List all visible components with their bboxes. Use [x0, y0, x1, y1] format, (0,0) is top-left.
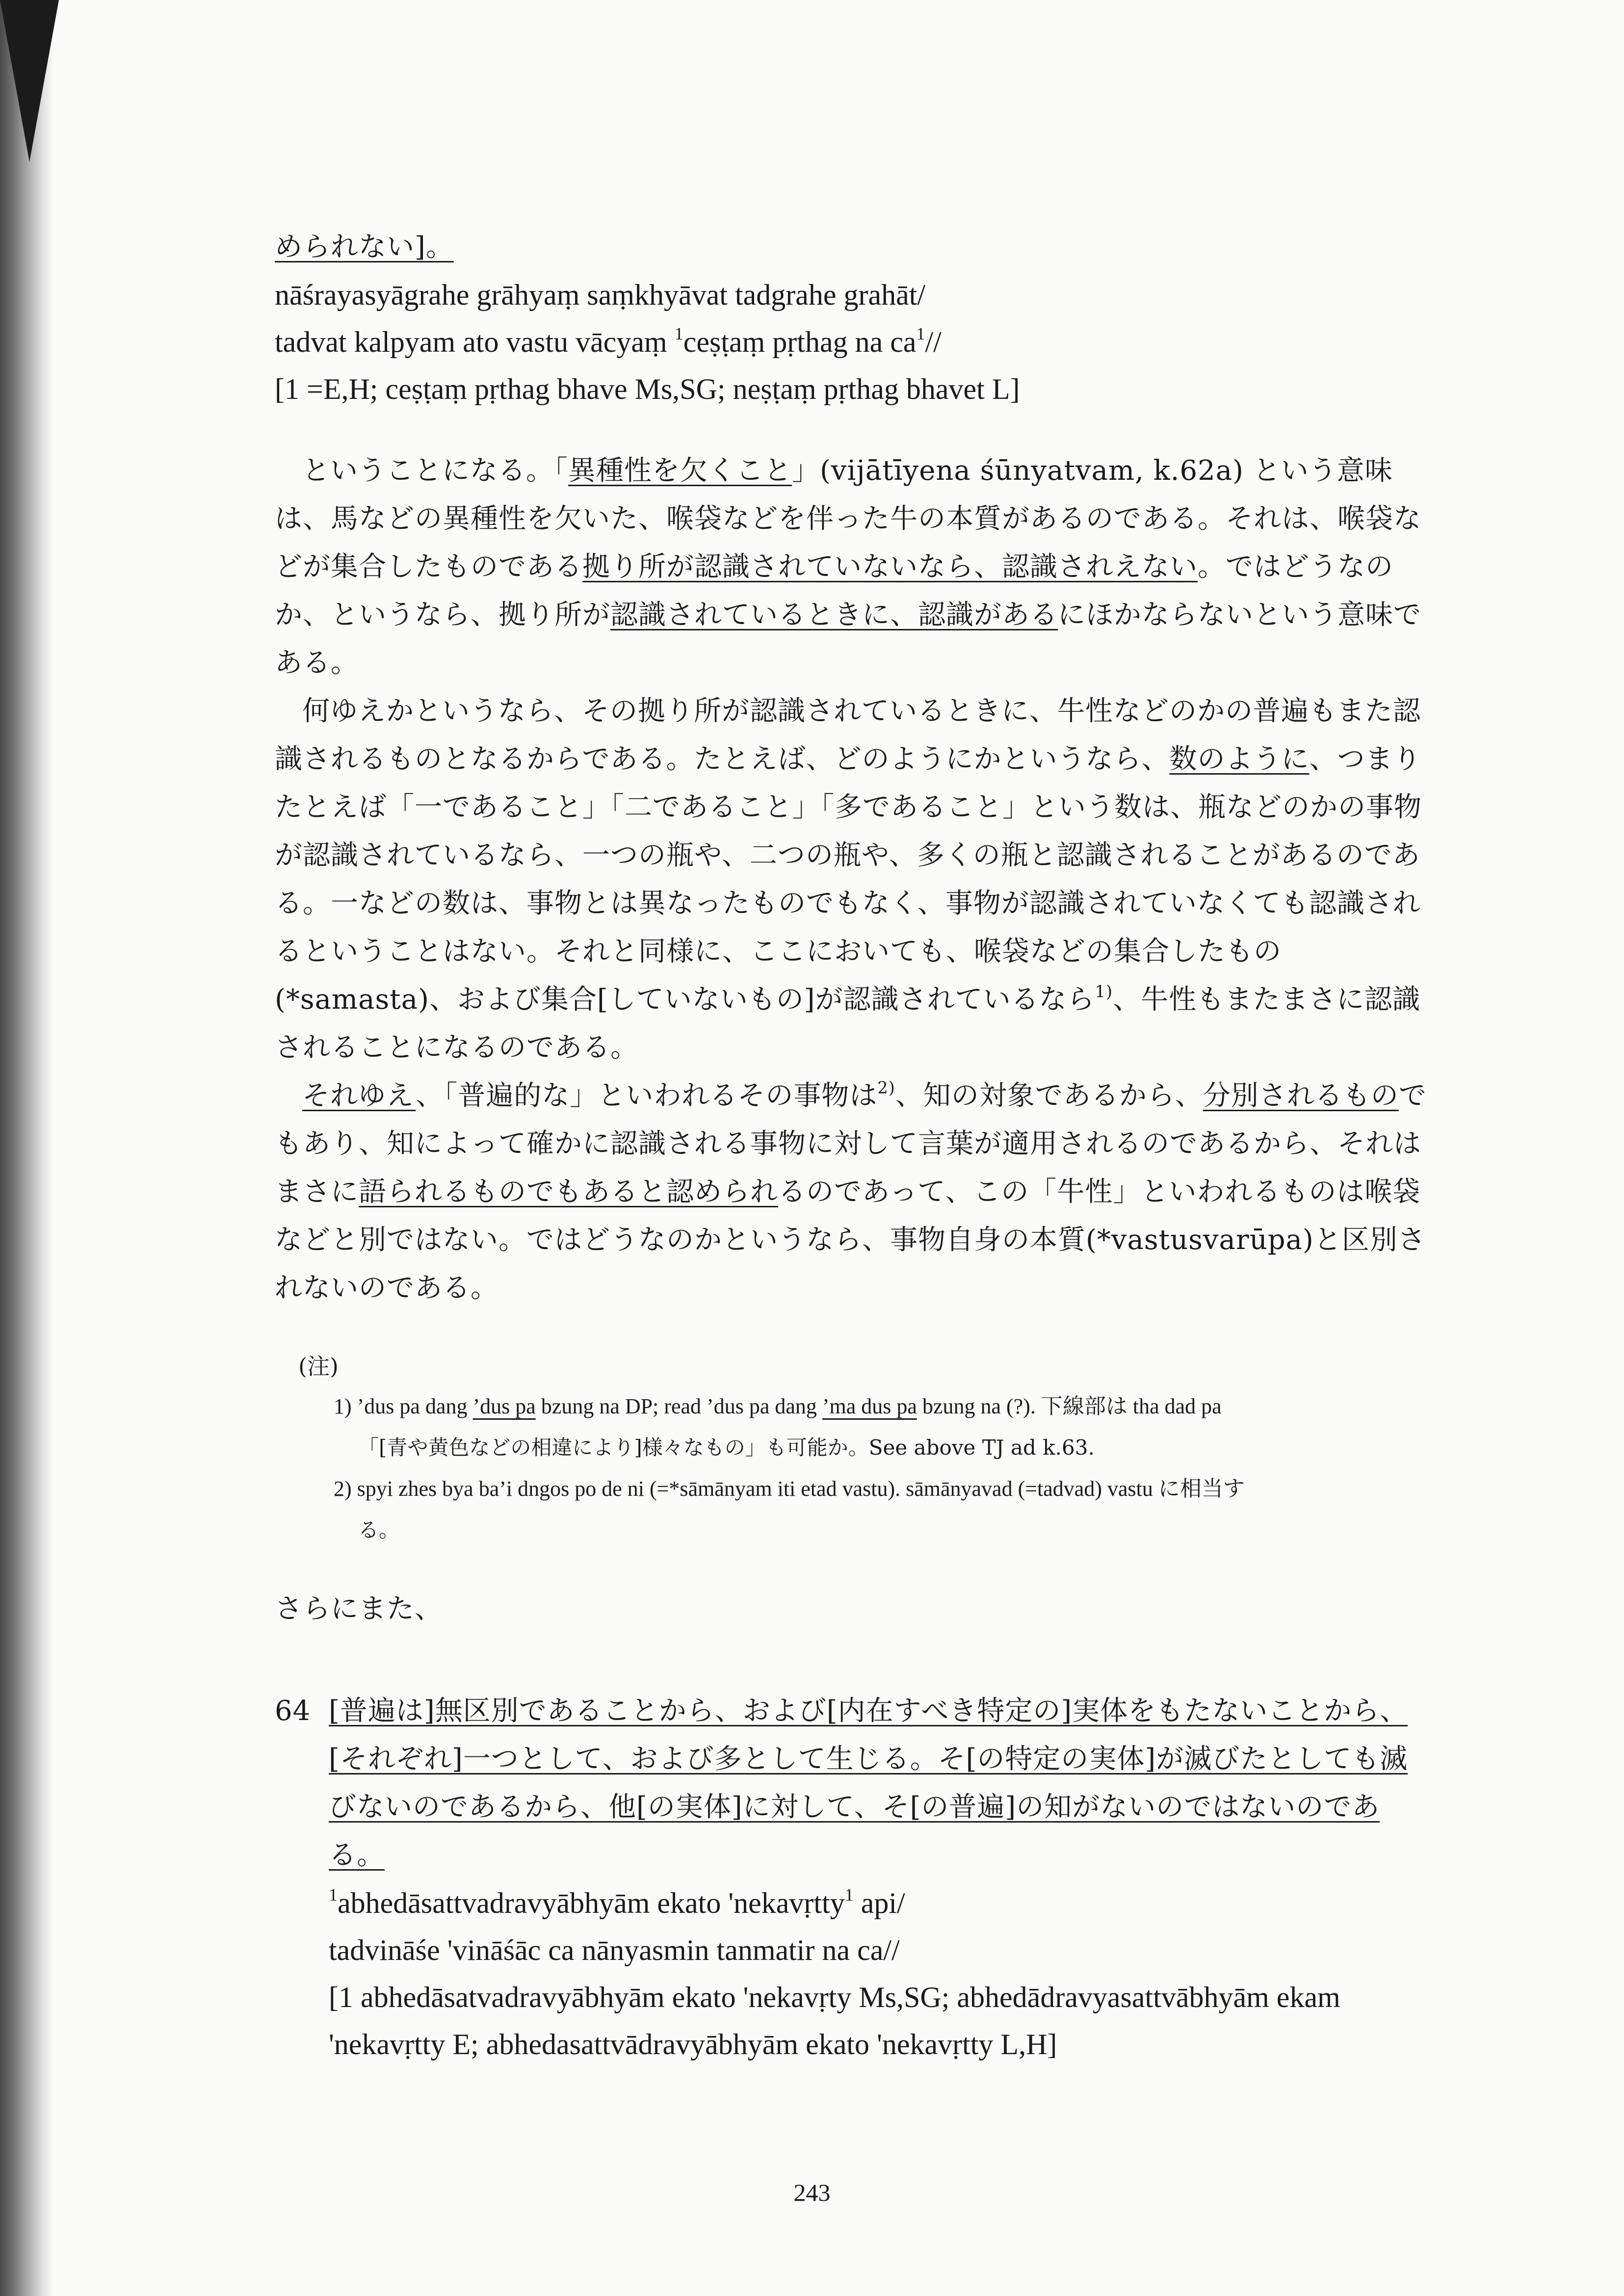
verse-64-line-1 [329, 1879, 1428, 1927]
text: api/ [853, 1887, 905, 1919]
text: 」(vijātīyena śūnyatvam, k.62a) という意味は、馬などの異種性を欠いた、喉袋などを伴った牛の本質があるのである。それは、喉袋などが集合したものである [275, 455, 1421, 583]
verse-63-line-2 [275, 318, 1428, 365]
text: 、つまりたとえば「一であること」「二であること」「多であること」という数は、瓶などのかの事物が認識されているなら、一つの瓶や、二つの瓶や、多くの瓶と認識されることがあるのである。一などの数は、事物とは異なったものでもなく、事物が認識されていなくても認識されるということはない。それと同様に、ここにおいても、喉袋などの集合したもの(*samasta)、および集合[していないもの]が認識されているなら [275, 743, 1422, 1016]
text: 何ゆえかというなら、その拠り所が認識されているときに、牛性などのかの普遍もまた認識されるものとなるからである。たとえば、どのようにかというなら、 [275, 695, 1421, 775]
verse-64 [275, 1687, 1428, 2068]
text: 、知の対象であるから、 [895, 1080, 1203, 1112]
text: 、牛性もまたまさに認識されることになるのである。 [275, 984, 1421, 1064]
line2-mid: ceṣṭaṃ pṛthag na ca [683, 326, 917, 358]
scan-spine-shadow [0, 0, 54, 2296]
underlined-text: ’ma dus pa [822, 1394, 917, 1418]
underlined-fragment: められない]。 [275, 231, 454, 263]
text: 2) spyi zhes bya ba’i dngos po de ni (=*sāmānyam iti etad vastu). sāmānyavad (=tadvad) vastu に相当す [334, 1477, 1245, 1501]
variant-marker: 1 [329, 1884, 338, 1905]
notes-heading: (注) [298, 1353, 339, 1380]
verse-64-body [329, 1687, 1428, 2068]
paragraph-3 [275, 1072, 1428, 1312]
note-1 [334, 1386, 1428, 1427]
note-2-continued: る。 [358, 1518, 400, 1542]
transition-text: さらにまた、 [275, 1593, 443, 1625]
text: でもあり、知によって確かに認識される事物に対して言葉が適用されるのであるから、それはまさに [275, 1080, 1427, 1208]
text: 1) ’dus pa dang [334, 1394, 473, 1418]
underlined-text: ’dus pa [472, 1394, 536, 1418]
verse-63-variants: [1 =E,H; ceṣṭaṃ pṛthag bhave Ms,SG; neṣṭaṃ pṛthag bhavet L] [275, 373, 1020, 405]
variant-marker: 1 [844, 1884, 854, 1905]
verse-number: 64 [275, 1695, 311, 1727]
page-body [275, 223, 1428, 2068]
verse-64-variants: [1 abhedāsatvadravyābhyām ekato 'nekavṛty Ms,SG; abhedādravyasattvābhyām ekam 'nekavṛtty E; abhedasattvādravyābhyām ekato 'nekavṛtty L,H] [329, 1981, 1340, 2061]
note-2 [334, 1468, 1428, 1510]
verse-64-translation: [普遍は]無区別であることから、および[内在すべき特定の]実体をもたないことから、[それぞれ]一つとして、および多として生じる。そ[の特定の実体]が滅びたとしても滅びないのであるから、他[の実体]に対して、そ[の普遍]の知がないのではないのである。 [329, 1695, 1408, 1871]
text: 、「普遍的な」といわれるその事物は [416, 1080, 878, 1112]
underlined-text: 認識されているときに、認識がある [610, 599, 1058, 631]
text: abhedāsattvadravyābhyām ekato 'nekavṛtty [338, 1887, 845, 1919]
text: ということになる。「 [302, 455, 568, 487]
top-fragment [275, 223, 1428, 271]
paragraph-1 [275, 447, 1428, 687]
note-1-continued: 「[青や黄色などの相違により]様々なもの」も可能か。See above TJ ad k.63. [358, 1435, 1095, 1460]
line2-post: // [925, 326, 942, 358]
variant-marker: 1 [674, 323, 683, 343]
footnote-ref: 1) [1095, 982, 1113, 1001]
paragraph-2 [275, 687, 1428, 1072]
footnote-ref: 2) [877, 1078, 895, 1097]
scan-binding-mark [0, 0, 59, 162]
text: bzung na DP; read ’dus pa dang [535, 1394, 822, 1418]
underlined-text: 異種性を欠くこと [568, 455, 792, 487]
underlined-text: 拠り所が認識されていないなら、認識されえない [582, 551, 1198, 583]
text: 。ではどうなのか、というなら、拠り所が [275, 551, 1393, 631]
underlined-text: 分別されるもの [1203, 1080, 1399, 1112]
underlined-text: 語られるものでもあると認められ [359, 1176, 778, 1208]
line2-pre: tadvat kalpyam ato vastu vācyaṃ [275, 326, 675, 358]
underlined-text: それゆえ [302, 1080, 416, 1112]
text: るのであって、この「牛性」といわれるものは喉袋などと別ではない。ではどうなのかというなら、事物自身の本質(*vastusvarūpa)と区別されないのである。 [275, 1176, 1426, 1304]
underlined-text: 数のように [1169, 743, 1310, 775]
verse-64-line-2: tadvināśe 'vināśāc ca nānyasmin tanmatir na ca// [329, 1934, 900, 1966]
text: にほかならないという意味である。 [275, 599, 1421, 679]
page-number: 243 [793, 2179, 831, 2206]
verse-63-line-1: nāśrayasyāgrahe grāhyaṃ saṃkhyāvat tadgrahe grahāt/ [275, 279, 926, 311]
variant-marker: 1 [916, 323, 925, 343]
verse-63-sanskrit [275, 271, 1428, 413]
text: bzung na (?). 下線部は tha dad pa [917, 1394, 1222, 1418]
